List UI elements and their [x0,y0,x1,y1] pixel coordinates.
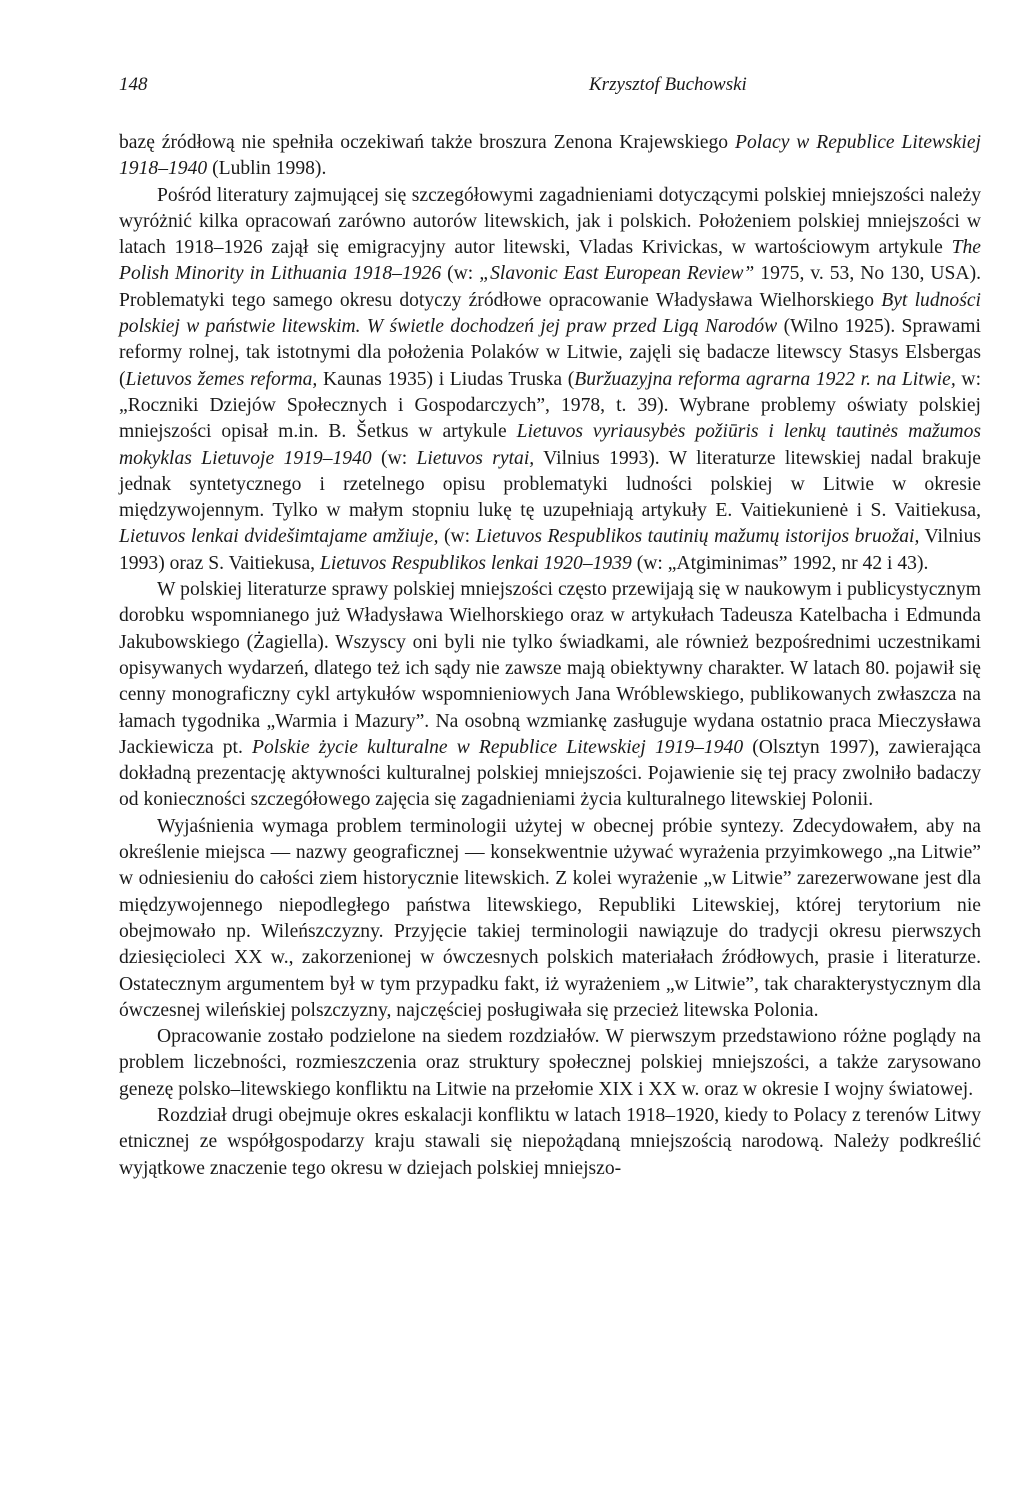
text-run: (w: [441,263,480,285]
page-number: 148 [119,74,148,95]
paragraph-literature-lithuanian [119,183,981,577]
paragraph-continuation [119,130,981,183]
italic-title-text: Byt ludności polskiej w państwie litewskim. W świetle dochodzeń jej praw przed Ligą Narodów [119,289,981,338]
text-run: bazę źródłową nie spełniła oczekiwań także broszura Zenona Krajewskiego [119,132,735,153]
italic-title-text: Polskie życie kulturalne w Republice Litewskiej 1919–1940 [252,736,744,758]
italic-title-text: Lietuvos žemes reforma, [125,368,318,390]
text-run: (w: „Atgiminimas” 1992, nr 42 i 43). [631,552,929,574]
paragraph-literature-polish [119,577,981,814]
running-head-author: Krzysztof Buchowski [589,74,747,95]
text-run: Kaunas 1935) i Liudas Truska ( [317,368,575,390]
text-run: (w: [438,526,476,548]
italic-title-text: Polacy w Republice Litewskiej 1918–1940 [119,132,981,180]
text-run: Vilnius 1993). W literaturze litewskiej nadal brakuje jednak syntetycznego i rzetelnego opisu problematyki ludności polskiej w Litwie w okresie międzywojennym. Tylko w małym stopniu lukę tę uzupełniają artykuły E. Vaitiekunienė i S. Vaitiekusa, [119,447,981,522]
italic-title-text: The Polish Minority in Lithuania 1918–1926 [119,237,981,285]
italic-title-text: Lietuvos Respublikos lenkai 1920–1939 [319,552,632,574]
text-run: Pośród literatury zajmującej się szczegółowymi zagadnieniami dotyczącymi polskiej mniejszości należy wyróżnić kilka opracowań zarówno autorów litewskich, jak i polskich. Położeniem polskiej mniejszości w latach 1918–1926 zajął się emigracyjny autor litewski, Vladas Krivickas, w wartościowym artykule [119,184,981,259]
text-run: (Lublin 1998). [207,158,327,180]
italic-title-text: „Slavonic East European Review” [479,263,755,285]
paragraph-structure-chapter-one [119,1024,981,1103]
page-header [119,74,979,100]
italic-title-text: Lietuvos lenkai dvidešimtajame amžiuje, [119,526,439,548]
text-run: 1975, v. 53, No 130, USA). Problematyki tego samego okresu dotyczy źródłowe opracowanie Władysława Wielhorskiego [119,263,981,311]
italic-title-text: Buržuazyjna reforma agrarna 1922 r. na Litwie, [574,368,956,390]
text-run: Wyjaśnienia wymaga problem terminologii użytej w obecnej próbie syntezy. Zdecydowałem, aby na określenie miejsca — nazwy geograficznej — konsekwentnie używać wyrażenia przyimkowego „na Litwie” w odniesieniu do całości ziem historycznie litewskich. Z kolei wyrażenie „w Litwie” zarezerwowane jest dla międzywojennego niepodległego państwa litewskiego, Republiki Litewskiej, której terytorium nie obejmowało np. Wileńszczyzny. Przyjęcie takiej terminologii nawiązuje do tradycji okresu pierwszych dziesięcioleci XX w., zakorzenionej w ówczesnych polskich materiałach źródłowych, prasie i literaturze. Ostatecznym argumentem był w tym przypadku fakt, iż wyrażeniem „w Litwie”, tak charakterystycznym dla ówczesnej wileńskiej polszczyzny, najczęściej posługiwała się przecież litewska Polonia. [119,815,981,1021]
text-run: Vilnius 1993) oraz S. Vaitiekusa, [119,526,982,574]
text-run: w: „Roczniki Dziejów Społecznych i Gospodarczych”, 1978, t. 39). Wybrane problemy oświaty polskiej mniejszości opisał m.in. B. Šetkus w artykule [119,368,982,443]
text-run: W polskiej literaturze sprawy polskiej mniejszości często przewijają się w naukowym i publicystycznym dorobku wspomnianego już Władysława Wielhorskiego oraz w artykułach Tadeusza Katelbacha i Edmunda Jakubowskiego (Żagiella). Wszyscy oni byli nie tylko świadkami, ale również bezpośrednimi uczestnikami opisywanych wydarzeń, dlatego też ich sądy nie zawsze mają obiektywny charakter. W latach 80. pojawił się cenny monograficzny cykl artykułów wspomnieniowych Jana Wróblewskiego, publikowanych zwłaszcza na łamach tygodnika „Warmia i Mazury”. Na osobną wzmiankę zasługuje wydana ostatnio praca Mieczysława Jackiewicza pt. [119,579,981,758]
text-run: Rozdział drugi obejmuje okres eskalacji konfliktu w latach 1918–1920, kiedy to Polacy z terenów Litwy etnicznej ze współgospodarzy kraju stawali się niepożądaną mniejszością narodową. Należy podkreślić wyjątkowe znaczenie tego okresu w dziejach polskiej mniejszo- [119,1104,981,1179]
italic-title-text: Lietuvos Respublikos tautinių mažumų istorijos bruožai, [475,526,920,548]
text-run: (w: [371,447,417,469]
italic-title-text: Lietuvos rytai, [416,447,535,469]
body-text [119,130,981,1182]
italic-title-text: Lietuvos vyriausybės požiūris i lenkų tautinės mažumos mokyklas Lietuvoje 1919–1940 [119,421,982,469]
text-run: Opracowanie zostało podzielone na siedem rozdziałów. W pierwszym przedstawiono różne poglądy na problem liczebności, rozmieszczenia oraz struktury społecznej polskiej mniejszości, a także zarysowano genezę polsko–litewskiego konfliktu na Litwie na przełomie XIX i XX w. oraz w okresie I wojny światowej. [119,1026,981,1100]
paragraph-chapter-two [119,1103,981,1182]
text-run: (Wilno 1925). Sprawami reformy rolnej, tak istotnymi dla położenia Polaków w Litwie, zajęli się badacze litewscy Stasys Elsbergas ( [119,316,981,390]
paragraph-terminology [119,814,981,1024]
text-run: (Olsztyn 1997), zawierająca dokładną prezentację aktywności kulturalnej polskiej mniejszości. Pojawienie się tej pracy zwolniło badaczy od konieczności szczegółowego zajęcia się zagadnieniami życia kulturalnego litewskiej Polonii. [119,736,981,811]
